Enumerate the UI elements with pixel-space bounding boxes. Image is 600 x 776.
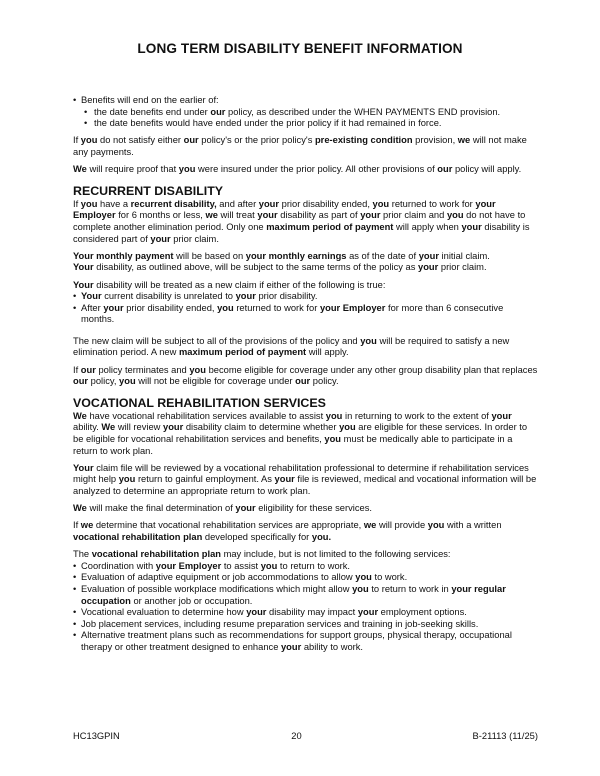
text-run: developed specifically for (202, 531, 312, 542)
monthly-payment-paragraph (73, 251, 538, 263)
bold-term: your regular occupation (81, 583, 506, 606)
bold-term: We (101, 422, 116, 433)
list-item (73, 95, 538, 130)
text-run: returned to work for (389, 198, 476, 209)
text-run: Coordination with (81, 560, 156, 571)
bold-term: you (325, 410, 343, 421)
text-run: prior disability ended, (279, 198, 373, 209)
text-run: disability is considered part of (73, 221, 530, 244)
text-run: disability may impact (266, 607, 358, 618)
text-run: If (73, 135, 81, 146)
bold-term: your (163, 422, 184, 433)
bold-term: your (246, 607, 267, 618)
text-run: disability, as outlined above, will be subject to the same terms of the policy as (93, 262, 419, 273)
new-claim-intro-paragraph (73, 280, 538, 292)
bold-term: your (461, 221, 482, 232)
text-run: will be based on (173, 250, 246, 261)
bold-term: your Employer (73, 198, 496, 221)
bold-term: you (324, 434, 342, 445)
text-run: prior disability. (255, 291, 318, 302)
text-run: will make the final determination of (86, 503, 236, 514)
text-run: policy's or the prior policy's (198, 135, 315, 146)
bold-term: your (418, 262, 439, 273)
bold-term: We (73, 164, 87, 175)
bold-term: our (80, 364, 96, 375)
bold-term: your (150, 233, 171, 244)
written-plan-paragraph (73, 520, 538, 543)
text-run: policy. (310, 376, 339, 387)
bold-term: you (80, 198, 98, 209)
benefits-end-sublist (81, 107, 538, 130)
bold-term: you (118, 474, 136, 485)
text-run: current disability is unrelated to (101, 291, 236, 302)
section-heading-vocational-rehabilitation: VOCATIONAL REHABILITATION SERVICES (73, 395, 326, 410)
page-number: 20 (291, 731, 302, 741)
bold-term: vocational rehabilitation plan (73, 531, 203, 542)
bold-term: our (295, 376, 311, 387)
text-run: the date benefits would have ended under the prior policy if it had remained in force. (94, 118, 442, 129)
bold-term: you (80, 135, 98, 146)
bold-term: your (257, 210, 278, 221)
bold-term: our (183, 135, 199, 146)
text-run: eligibility for these services. (255, 503, 372, 514)
text-run: initial claim. (438, 250, 490, 261)
text-run: prior claim and (380, 210, 447, 221)
text-run: or another job or occupation. (130, 595, 253, 606)
bold-term: your (235, 503, 256, 514)
claim-file-review-paragraph (73, 463, 538, 498)
text-run: return to gainful employment. As (135, 474, 275, 485)
text-run: ability to work. (301, 641, 364, 652)
bold-term: your monthly earnings (245, 250, 347, 261)
bold-term: your (235, 291, 256, 302)
text-run: If (73, 520, 81, 531)
text-run: the date benefits end under (94, 106, 211, 117)
bold-term: Your (81, 291, 102, 302)
text-run: Evaluation of possible workplace modifications which might allow (81, 583, 353, 594)
text-run: to work. (371, 572, 408, 583)
benefits-end-list (73, 95, 538, 130)
text-run: will require proof that (86, 164, 179, 175)
bold-term: we (363, 520, 377, 531)
bold-term: vocational rehabilitation plan (91, 549, 221, 560)
bold-term: our (210, 106, 226, 117)
text-run: in returning to work to the extent of (342, 410, 492, 421)
text-run: determine that vocational rehabilitation services are appropriate, (93, 520, 364, 531)
text-run: may include, but is not limited to the following services: (220, 549, 451, 560)
bold-term: we (80, 520, 94, 531)
list-item (73, 607, 538, 619)
bold-term: you (446, 210, 464, 221)
bold-term: you (372, 198, 390, 209)
bold-term: your (258, 198, 280, 209)
bold-term: our (73, 376, 89, 387)
bold-term: your (280, 641, 302, 652)
text-run: claim file will be reviewed by a vocational rehabilitation professional to determine if rehabilitation services might help (73, 462, 529, 485)
bold-term: you (355, 572, 372, 583)
vocational-services-list (73, 561, 538, 654)
document-id: B-21113 (11/25) (472, 731, 538, 741)
bold-term: your (418, 250, 439, 261)
text-run: with a written (444, 520, 502, 531)
bold-term: recurrent disability, (130, 198, 217, 209)
text-run: have a (97, 198, 131, 209)
prior-policy-proof-paragraph (73, 164, 538, 176)
bold-term: you (427, 520, 445, 531)
list-item (73, 619, 538, 631)
recurrent-disability-paragraph (73, 199, 538, 245)
list-item (73, 291, 538, 303)
bold-term: your Employer (319, 302, 386, 313)
list-item (73, 561, 538, 573)
bold-term: you (119, 376, 136, 387)
text-run: for 6 months or less, (115, 210, 206, 221)
pre-existing-condition-paragraph (73, 135, 538, 158)
bold-term: We (73, 503, 87, 514)
text-run: If (73, 364, 81, 375)
bold-term: We (73, 410, 87, 421)
bold-term: you (178, 164, 196, 175)
bold-term: you (260, 560, 278, 571)
text-run: policy will apply. (452, 164, 522, 175)
bold-term: you (352, 583, 369, 594)
bold-term: your (103, 302, 124, 313)
vocational-services-paragraph (73, 411, 538, 457)
sublist-item (81, 118, 538, 130)
text-run: do not have to complete another elimination period. Only one (73, 210, 526, 232)
new-claim-conditions-list (73, 291, 538, 326)
text-run: file is reviewed, medical and vocational information will be analyzed to determine an appropriate return to work plan. (73, 474, 537, 496)
text-run: policy terminates and (95, 364, 190, 375)
text-run: will apply. (306, 347, 349, 358)
list-item (73, 584, 538, 607)
text-run: must be medically able to participate in a return to work plan. (73, 434, 513, 456)
list-item (73, 630, 538, 653)
list-item (73, 572, 538, 584)
text-run: prior disability ended, (123, 302, 218, 313)
text-run: disability claim to determine whether (183, 422, 340, 433)
text-run: prior claim. (170, 233, 219, 244)
text-run: prior claim. (438, 262, 487, 273)
sublist-item (81, 107, 538, 119)
text-run: After (81, 302, 104, 313)
text-run: employment options. (378, 607, 467, 618)
text-run: Job placement services, including resume preparation services and training in job-seeking skills. (81, 618, 479, 629)
bold-term: your (357, 607, 379, 618)
same-terms-paragraph (73, 262, 538, 274)
text-run: will treat (217, 210, 258, 221)
bold-term: you. (311, 531, 332, 542)
bold-term: our (437, 164, 453, 175)
text-run: and after (216, 198, 259, 209)
text-run: The new claim will be subject to all of the provisions of the policy and (73, 335, 361, 346)
text-run: The (73, 549, 92, 560)
text-run: do not satisfy either (97, 135, 184, 146)
bold-term: your (491, 410, 512, 421)
text-run: disability as part of (277, 210, 361, 221)
text-run: will not make any payments. (73, 135, 527, 157)
list-item (73, 303, 538, 326)
text-run: Alternative treatment plans such as recommendations for support groups, physical therapy, occupational therapy or other treatment designed to enhance (81, 630, 512, 652)
page-title: LONG TERM DISABILITY BENEFIT INFORMATION (137, 41, 463, 56)
text-run: returned to work for (233, 302, 320, 313)
text-run: will provide (376, 520, 428, 531)
text-run: ability. (73, 422, 102, 433)
text-run: to return to work. (277, 560, 351, 571)
page-footer (73, 731, 538, 743)
list-item-text (81, 95, 219, 105)
text-run: Vocational evaluation to determine how (81, 607, 247, 618)
section-heading-recurrent-disability: RECURRENT DISABILITY (73, 183, 224, 198)
text-run: become eligible for coverage under any other group disability plan that replaces (205, 364, 538, 375)
bold-term: you (339, 422, 356, 433)
document-body (73, 95, 538, 659)
text-run: will be required to satisfy a new elimination period. A new (73, 335, 510, 358)
text-run: disability will be treated as a new claim if either of the following is true: (93, 279, 386, 290)
final-determination-paragraph (73, 503, 538, 515)
bold-term: your Employer (155, 560, 222, 571)
bold-term: Your (73, 279, 94, 290)
bold-term: we (205, 210, 218, 221)
text-run: will apply when (393, 221, 462, 232)
text-run: to assist (221, 560, 261, 571)
text-run: Benefits will end on the earlier of: (81, 95, 219, 105)
bold-term: you (217, 302, 234, 313)
form-code: HC13GPIN (73, 731, 120, 741)
text-run: for more than 6 consecutive months. (81, 302, 504, 325)
bold-term: maximum period of payment (266, 221, 394, 232)
bold-term: your (274, 474, 295, 485)
text-run: will review (115, 422, 164, 433)
bold-term: Your (73, 262, 94, 273)
bold-term: pre-existing condition (314, 135, 413, 146)
policy-terminates-paragraph (73, 365, 538, 388)
bold-term: we (457, 135, 471, 146)
plan-includes-paragraph (73, 549, 538, 561)
bold-term: you (189, 364, 206, 375)
text-run: have vocational rehabilitation services available to assist (86, 410, 326, 421)
bold-term: you (360, 335, 377, 346)
text-run: as of the date of (346, 250, 419, 261)
text-run: policy, as described under the WHEN PAYMENTS END provision. (225, 106, 501, 117)
text-run: policy, (88, 376, 120, 387)
text-run: provision, (412, 135, 458, 146)
text-run: to return to work in (368, 583, 452, 594)
text-run: are eligible for these services. In order to be eligible for vocational rehabilitation services and benefits, (73, 422, 528, 445)
text-run: Evaluation of adaptive equipment or job accommodations to allow (81, 572, 356, 583)
bold-term: your (360, 210, 381, 221)
text-run: were insured under the prior policy. All other provisions of (195, 164, 438, 175)
text-run: If (73, 198, 81, 209)
bold-term: Your monthly payment (73, 250, 174, 261)
bold-term: Your (73, 462, 94, 473)
new-claim-paragraph (73, 336, 538, 359)
text-run: will not be eligible for coverage under (135, 376, 296, 387)
bold-term: maximum period of payment (178, 347, 307, 358)
